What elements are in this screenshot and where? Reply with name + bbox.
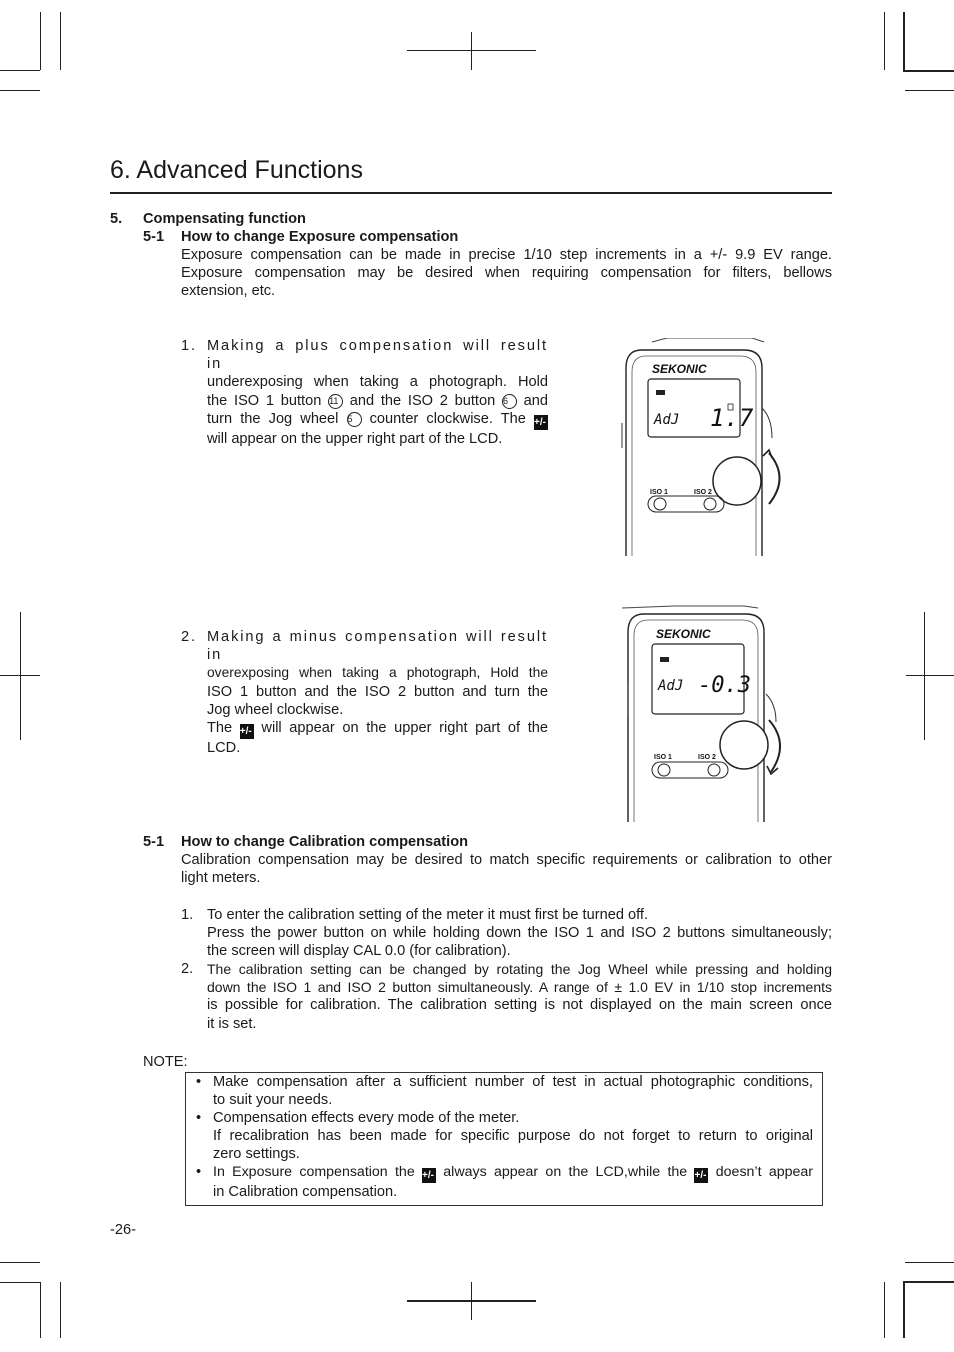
exposure-paragraph: Exposure compensation can be made in precise 1/10 step increments in a +/- 9.9 EV range. Exposure compensation may be desired when requiring compensation for filters, bellows extension, etc.: [181, 247, 832, 300]
iso2-label: ISO 2: [694, 489, 712, 496]
title-rule: [110, 192, 832, 194]
ref-5-icon: 5: [347, 412, 362, 427]
note-item-3: In Exposure compensation the +/- always appear on the LCD,while the +/- doesn’t appear in Calibration compensation.: [213, 1164, 813, 1200]
plus-minus-icon: +/-: [694, 1168, 708, 1183]
calibration-paragraph: Calibration compensation may be desired to match specific requirements or calibration to other light meters.: [181, 852, 832, 887]
cal-step2-text: The calibration setting can be changed by rotating the Jog Wheel while pressing and holding down the ISO 1 and ISO 2 button simultaneously. A range of ± 1.0 EV in 1/10 stop increments is possible for calibration. The calibration setting is not displayed on the main screen once it is set.: [207, 961, 832, 1032]
note-item-2: Compensation effects every mode of the meter. If recalibration has been made for specific purpose do not forget to return to original zero settings.: [213, 1110, 813, 1163]
cal-step1-number: 1.: [181, 907, 194, 923]
meter-illustration-2: [614, 604, 814, 822]
meter-illustration-1: [612, 338, 812, 556]
note-item-1: Make compensation after a sufficient number of test in actual photographic conditions, to suit your needs.: [213, 1074, 813, 1109]
ref-11-icon: 11: [328, 394, 343, 409]
brand-label: SEKONIC: [652, 362, 707, 376]
note-bullet: •: [196, 1074, 202, 1090]
section-number: 5.: [110, 211, 123, 227]
page-number: -26-: [110, 1222, 136, 1238]
lcd-value: 1.7: [710, 404, 754, 432]
ref-6-icon: 6: [502, 394, 517, 409]
subsection2-number: 5-1: [143, 834, 165, 850]
cal-step2-number: 2.: [181, 961, 194, 977]
subsection-number: 5-1: [143, 229, 165, 245]
plus-minus-icon: +/-: [534, 415, 548, 430]
step2-text: Making a minus compensation will result in overexposing when taking a photograph, Hold the ISO 1 button and the ISO 2 button and turn the Jog wheel clockwise. The +/- will appear on the upper right part of the LCD.: [207, 629, 548, 757]
lcd-value: -0.3: [698, 673, 751, 698]
plus-minus-icon: +/-: [422, 1168, 436, 1183]
note-bullet: •: [196, 1164, 202, 1180]
step1-text: Making a plus compensation will result in underexposing when taking a photograph. Hold the ISO 1 button 11 and the ISO 2 button 6 and turn the Jog wheel 5 counter clockwise. The +/- will appear on the upper right part of the LCD.: [207, 338, 549, 447]
note-bullet: •: [196, 1110, 202, 1126]
iso1-label: ISO 1: [650, 489, 668, 496]
step2-number: 2.: [181, 629, 197, 645]
iso2-label: ISO 2: [698, 754, 716, 761]
lcd-label: AdJ: [654, 412, 680, 428]
section-title: Compensating function: [143, 211, 306, 227]
note-label: NOTE:: [143, 1054, 188, 1070]
iso1-label: ISO 1: [654, 754, 672, 761]
cal-step1-text: To enter the calibration setting of the meter it must first be turned off. Press the power button on while holding down the ISO 1 and ISO 2 buttons simultaneously; the screen will display CAL 0.0 (for calibration).: [207, 907, 832, 960]
plus-minus-icon: +/-: [240, 724, 254, 739]
brand-label: SEKONIC: [656, 627, 711, 641]
step1-number: 1.: [181, 338, 197, 354]
page-title: 6. Advanced Functions: [110, 156, 363, 184]
subsection-title: How to change Exposure compensation: [181, 229, 459, 245]
subsection2-title: How to change Calibration compensation: [181, 834, 469, 850]
lcd-label: AdJ: [658, 678, 684, 694]
